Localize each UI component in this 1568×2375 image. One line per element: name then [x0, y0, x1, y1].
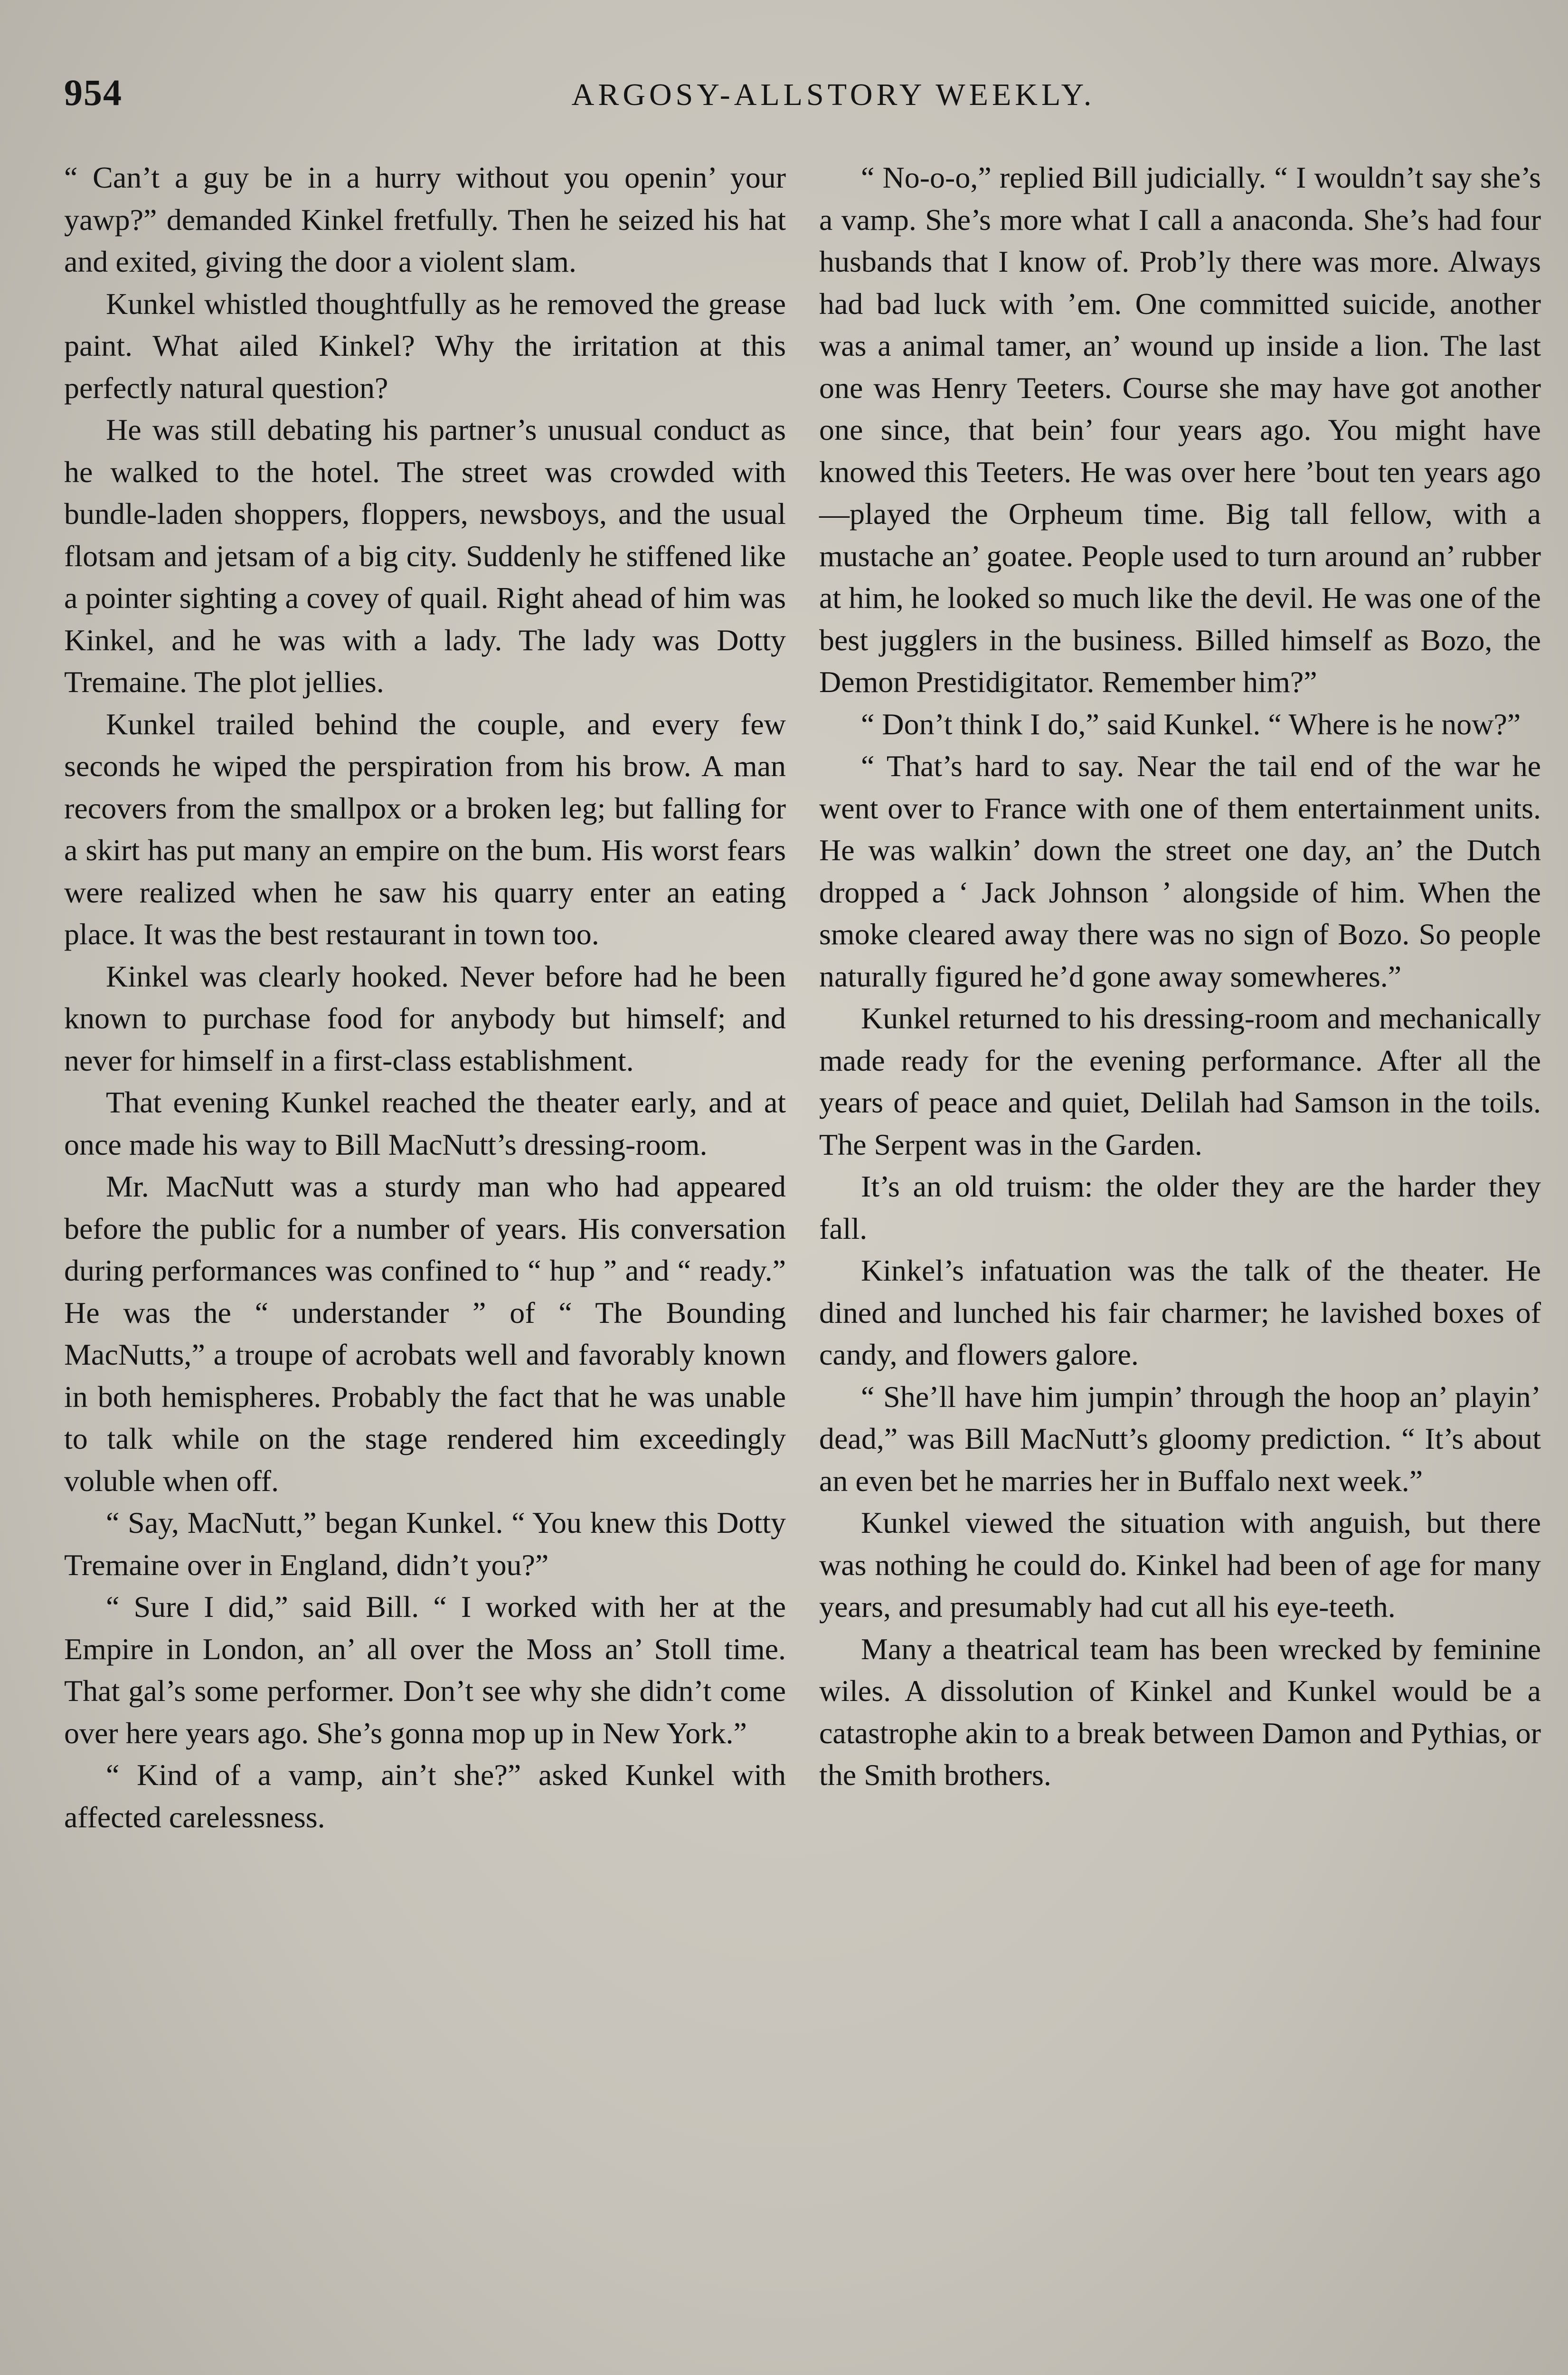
paragraph: That evening Kunkel reached the theater early, and at once made his way to Bill MacNutt’s dressing-room.	[64, 1085, 786, 1161]
paragraph: “ Kind of a vamp, ain’t she?” asked Kunkel with affected carelessness.	[64, 1758, 786, 1834]
paragraph: Kunkel whistled thoughtfully as he removed the grease paint. What ailed Kinkel? Why the irritation at this perfectly natural question?	[64, 286, 786, 405]
paragraph: Kinkel was clearly hooked. Never before had he been known to purchase food for anybody but himself; and never for himself in a first-class establishment.	[64, 959, 786, 1077]
paragraph: Kinkel’s infatuation was the talk of the theater. He dined and lunched his fair charmer; he lavished boxes of candy, and flowers galore.	[819, 1254, 1541, 1371]
paragraph: “ That’s hard to say. Near the tail end of the war he went over to France with one of them entertainment units. He was walkin’ down the street one day, an’ the Dutch dropped a ‘ Jack Johnson ’ alongside of him. When the smoke cleared away there was no sign of Bozo. So people naturally figured he’d gone away somewheres.”	[819, 749, 1541, 993]
paragraph: “ Can’t a guy be in a hurry without you openin’ your yawp?” demanded Kinkel fretfully. Then he seized his hat and exited, giving the door a violent slam.	[64, 161, 786, 278]
page-header	[64, 71, 1508, 133]
paragraph: Mr. MacNutt was a sturdy man who had appeared before the public for a number of years. His conversation during performances was confined to “ hup ” and “ ready.” He was the “ understander ” of “ The Bounding MacNutts,” a troupe of acrobats well and favorably known in both hemispheres. Probably the fact that he was unable to talk while on the stage rendered him exceedingly voluble when off.	[64, 1169, 786, 1498]
paragraph: “ No-o-o,” replied Bill judicially. “ I wouldn’t say she’s a vamp. She’s more what I call a anaconda. She’s had four husbands that I know of. Prob’ly there was more. Always had bad luck with ’em. One committed suicide, another was a animal tamer, an’ wound up inside a lion. The last one was Henry Teeters. Course she may have got another one since, that bein’ four years ago. You might have knowed this Teeters. He was over here ’bout ten years ago—played the Orpheum time. Big tall fellow, with a mustache an’ goatee. People used to turn around an’ rubber at him, he looked so much like the devil. He was one of the best jugglers in the business. Billed himself as Bozo, the Demon Prestidigitator. Remember him?”	[819, 161, 1541, 699]
paragraph: Kunkel viewed the situation with anguish, but there was nothing he could do. Kinkel had been of age for many years, and presumably had cut all his eye-teeth.	[819, 1506, 1541, 1624]
left-column	[64, 157, 786, 1838]
paragraph: “ Say, MacNutt,” began Kunkel. “ You knew this Dotty Tremaine over in England, didn’t you?”	[64, 1506, 786, 1582]
paragraph: Kunkel returned to his dressing-room and mechanically made ready for the evening performance. After all the years of peace and quiet, Delilah had Samson in the toils. The Serpent was in the Garden.	[819, 1001, 1541, 1161]
paragraph: Kunkel trailed behind the couple, and every few seconds he wiped the perspiration from his brow. A man recovers from the smallpox or a broken leg; but falling for a skirt has put many an empire on the bum. His worst fears were realized when he saw his quarry enter an eating place. It was the best restaurant in town too.	[64, 707, 786, 951]
paragraph: “ Don’t think I do,” said Kunkel. “ Where is he now?”	[861, 707, 1521, 741]
right-column	[819, 157, 1541, 1796]
paragraph: He was still debating his partner’s unusual conduct as he walked to the hotel. The street was crowded with bundle-laden shoppers, floppers, newsboys, and the usual flotsam and jetsam of a big city. Suddenly he stiffened like a pointer sighting a covey of quail. Right ahead of him was Kinkel, and he was with a lady. The lady was Dotty Tremaine. The plot jellies.	[64, 413, 786, 699]
paragraph: “ She’ll have him jumpin’ through the hoop an’ playin’ dead,” was Bill MacNutt’s gloomy prediction. “ It’s about an even bet he marries her in Buffalo next week.”	[819, 1379, 1541, 1498]
running-title: ARGOSY-ALLSTORY WEEKLY.	[571, 77, 1096, 112]
page-number: 954	[64, 72, 123, 113]
paragraph: Many a theatrical team has been wrecked by feminine wiles. A dissolution of Kinkel and Kunkel would be a catastrophe akin to a break between Damon and Pythias, or the Smith brothers.	[819, 1632, 1541, 1792]
paragraph: “ Sure I did,” said Bill. “ I worked with her at the Empire in London, an’ all over the Moss an’ Stoll time. That gal’s some performer. Don’t see why she didn’t come over here years ago. She’s gonna mop up in New York.”	[64, 1590, 786, 1750]
paragraph: It’s an old truism: the older they are the harder they fall.	[819, 1169, 1541, 1245]
